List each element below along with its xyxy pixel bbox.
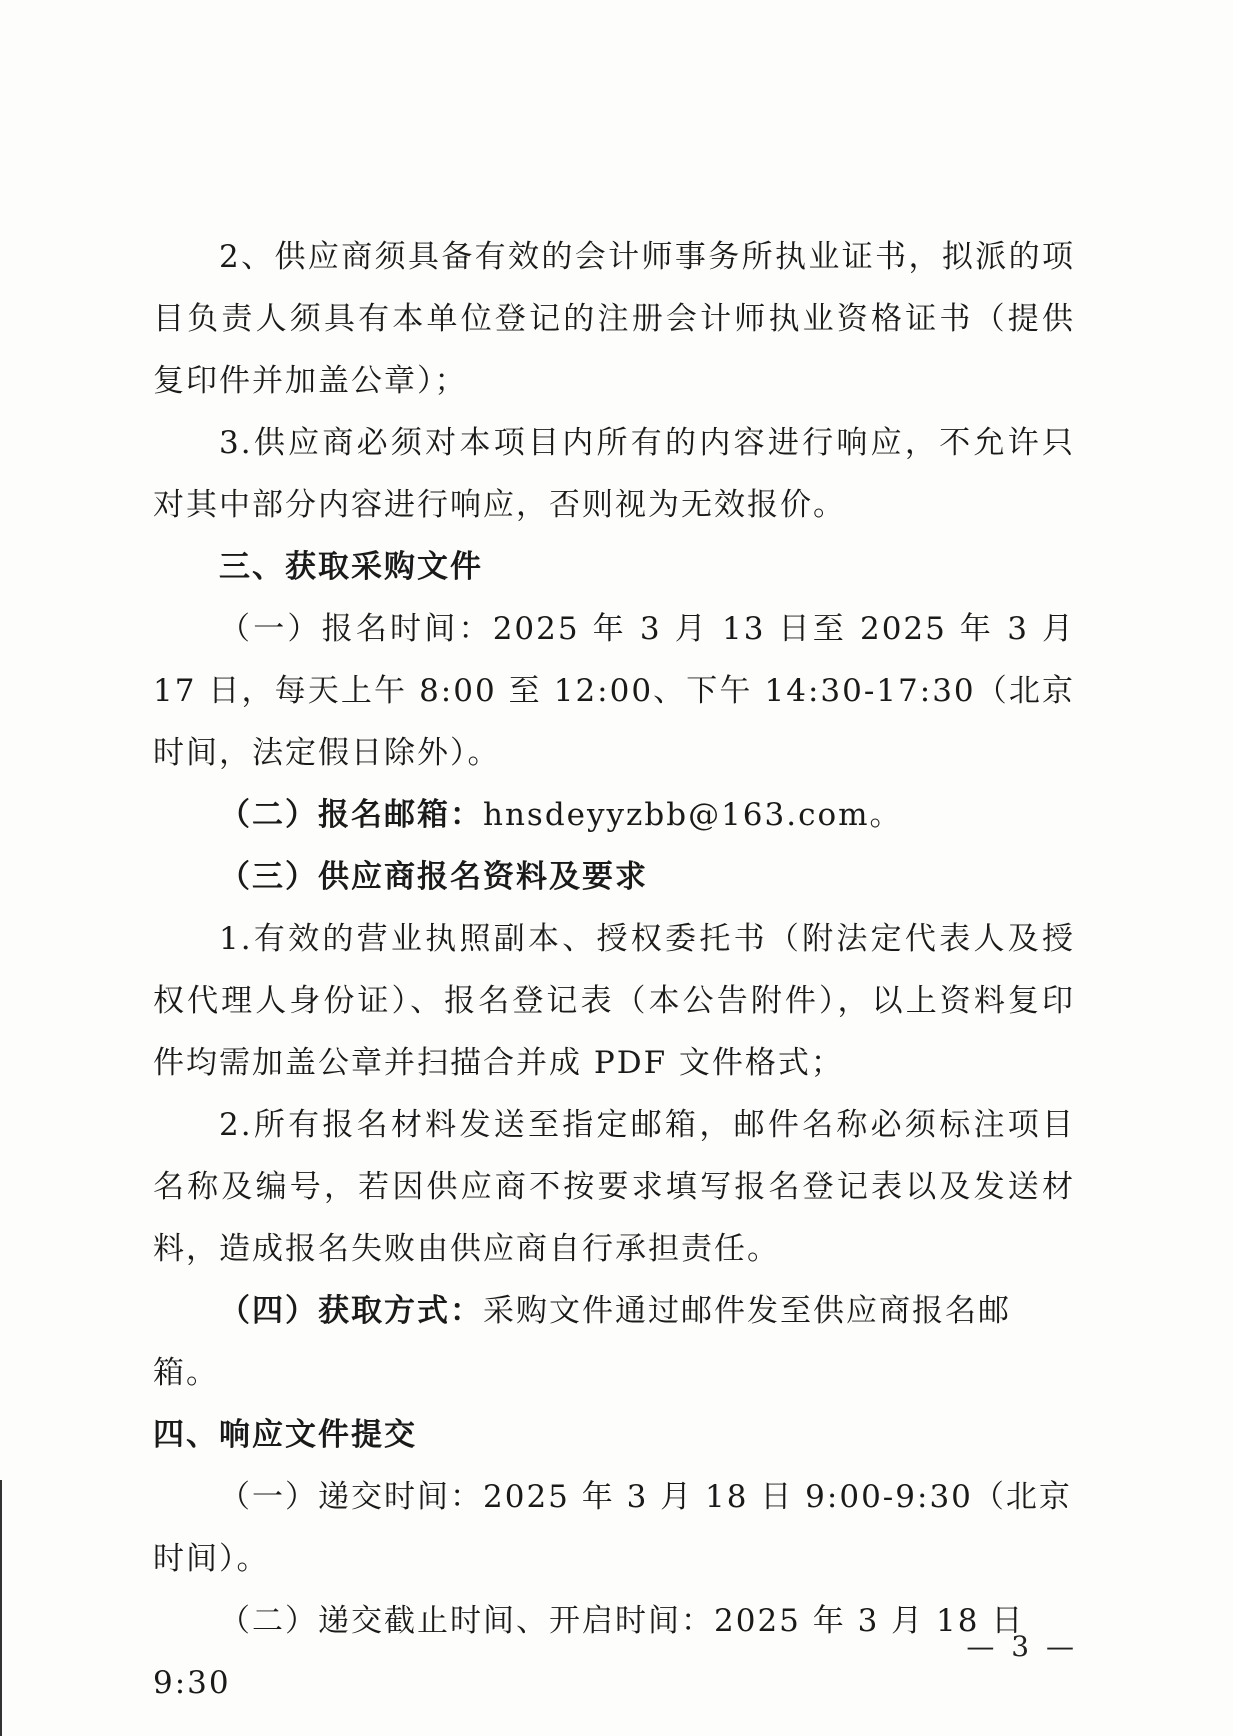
submission-time: （一）递交时间：2025 年 3 月 18 日 9:00-9:30（北京时间）。 <box>153 1479 1072 1577</box>
acquisition-method <box>153 1280 1075 1404</box>
requirement-item-1: 1.有效的营业执照副本、授权委托书（附法定代表人及授权代理人身份证）、报名登记表（本公告附件），以上资料复印件均需加盖公章并扫描合并成 PDF 文件格式； <box>153 921 1075 1081</box>
page-number: — 3 — <box>966 1630 1078 1663</box>
acquisition-method-label: （四）获取方式： <box>219 1293 483 1329</box>
registration-email-address: hnsdeyyzbb@163.com。 <box>483 797 903 833</box>
registration-email-label: （二）报名邮箱： <box>219 797 483 833</box>
scan-edge-mark <box>0 1480 2 1736</box>
requirement-item-2: 2.所有报名材料发送至指定邮箱，邮件名称必须标注项目名称及编号，若因供应商不按要求填写报名登记表以及发送材料，造成报名失败由供应商自行承担责任。 <box>153 1107 1075 1267</box>
registration-time-label: （一）报名时间： <box>219 611 493 647</box>
acquisition-method-text: 采购文件通过邮件发至供应商报名邮箱。 <box>153 1293 1011 1391</box>
paragraph-qualification-2: 2、供应商须具备有效的会计师事务所执业证书，拟派的项目负责人须具有本单位登记的注册会计师执业资格证书（提供复印件并加盖公章）； <box>153 239 1075 399</box>
paragraph-qualification-3: 3.供应商必须对本项目内所有的内容进行响应，不允许只对其中部分内容进行响应，否则视为无效报价。 <box>153 425 1075 523</box>
registration-email <box>153 784 1075 846</box>
section-heading-obtain-documents: 三、获取采购文件 <box>219 549 483 585</box>
registration-time-text: 2025 年 3 月 13 日至 2025 年 3 月 17 日，每天上午 8:00 至 12:00、下午 14:30-17:30（北京时间，法定假日除外）。 <box>153 611 1075 771</box>
section-heading-submission: 四、响应文件提交 <box>153 1417 417 1453</box>
registration-requirements-label: （三）供应商报名资料及要求 <box>219 859 648 895</box>
registration-requirements-heading <box>153 846 1075 908</box>
document-body <box>153 226 1075 1714</box>
registration-time <box>153 598 1075 784</box>
submission-deadline: （二）递交截止时间、开启时间：2025 年 3 月 18 日 9:30 <box>153 1603 1025 1701</box>
